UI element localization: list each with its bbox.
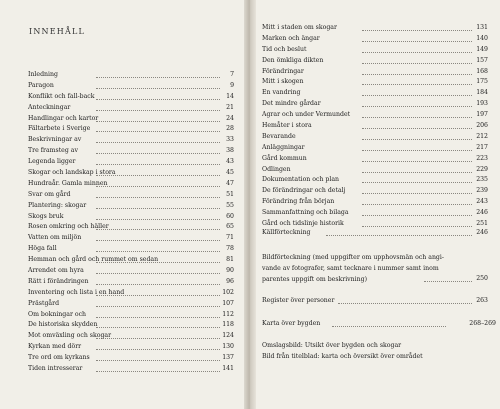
sources-title: Källförteckning bbox=[262, 229, 311, 236]
dot-leader bbox=[332, 319, 446, 327]
toc-entry bbox=[262, 208, 488, 219]
dot-leader bbox=[362, 132, 472, 140]
dot-leader bbox=[96, 103, 220, 111]
toc-entry bbox=[262, 34, 488, 45]
toc-entry-title: Mot omväxling och skogar bbox=[28, 332, 112, 340]
toc-entry-title: Paragon bbox=[28, 81, 54, 89]
toc-entry-title: Anteckningar bbox=[28, 103, 71, 111]
toc-entry bbox=[262, 45, 488, 56]
dot-leader bbox=[96, 124, 220, 132]
toc-entry-page: 223 bbox=[476, 154, 488, 162]
toc-entry-title: Legenda ligger bbox=[28, 158, 76, 166]
toc-entry bbox=[262, 56, 488, 67]
toc-entry-page: 65 bbox=[226, 223, 234, 231]
dot-leader bbox=[362, 34, 472, 42]
toc-entry bbox=[28, 114, 234, 125]
dot-leader bbox=[338, 296, 472, 304]
dot-leader bbox=[96, 353, 220, 361]
toc-entry-page: 217 bbox=[476, 143, 488, 151]
toc-entry-title: Inledning bbox=[28, 71, 58, 78]
toc-entry-title: Hemåter i stora bbox=[262, 122, 312, 130]
dot-leader bbox=[362, 208, 472, 216]
toc-heading: INNEHÅLL bbox=[29, 27, 85, 36]
toc-entry bbox=[262, 88, 488, 99]
toc-entry-page: 45 bbox=[226, 169, 234, 177]
dot-leader bbox=[362, 67, 472, 75]
toc-entry-page: 24 bbox=[226, 114, 234, 122]
toc-entry-page: 239 bbox=[476, 187, 488, 195]
toc-entry-page: 243 bbox=[476, 198, 488, 206]
toc-entry bbox=[28, 92, 234, 103]
toc-entry-title: Vatten om miljön bbox=[28, 234, 82, 242]
dot-leader bbox=[326, 228, 472, 236]
toc-entry-page: 71 bbox=[226, 234, 234, 242]
toc-entry bbox=[28, 201, 234, 212]
toc-entry-page: 184 bbox=[476, 89, 488, 97]
toc-entry bbox=[262, 154, 488, 165]
toc-entry bbox=[28, 288, 234, 299]
toc-entry-title: Det mindre gårdar bbox=[262, 100, 321, 108]
toc-entry bbox=[28, 266, 234, 277]
toc-entry-page: 9 bbox=[230, 81, 234, 89]
toc-entry bbox=[262, 23, 488, 34]
dot-leader bbox=[96, 114, 220, 122]
toc-entry-page: 251 bbox=[476, 220, 488, 228]
dot-leader bbox=[362, 143, 472, 151]
toc-entry-page: 47 bbox=[226, 179, 234, 187]
toc-entry-title: Tiden intresserar bbox=[28, 365, 83, 373]
toc-entry-page: 33 bbox=[226, 136, 234, 144]
toc-entry-title: Sammanfattning och bilaga bbox=[262, 209, 349, 217]
toc-entry-title: Tid och beslut bbox=[262, 45, 307, 53]
toc-entry bbox=[28, 364, 234, 375]
toc-entry bbox=[28, 222, 234, 233]
toc-entry-page: 14 bbox=[226, 92, 234, 100]
toc-entry-title: Om bokningar och bbox=[28, 310, 87, 318]
dot-leader bbox=[362, 154, 472, 162]
left-toc-list bbox=[28, 70, 234, 375]
toc-entry-page: 206 bbox=[476, 122, 488, 130]
toc-entry-title: Höga fall bbox=[28, 245, 57, 253]
toc-entry bbox=[28, 310, 234, 321]
dot-leader bbox=[96, 190, 220, 198]
dot-leader bbox=[96, 179, 220, 187]
dot-leader bbox=[362, 23, 472, 31]
dot-leader bbox=[362, 186, 472, 194]
toc-entry-page: 51 bbox=[226, 190, 234, 198]
toc-entry-title: Marken och ängar bbox=[262, 34, 320, 42]
toc-entry-page: 55 bbox=[226, 201, 234, 209]
dot-leader bbox=[362, 197, 472, 205]
toc-entry-title: Prästgård bbox=[28, 299, 60, 307]
dot-leader bbox=[362, 77, 472, 85]
toc-entry-title: Gård kommun bbox=[262, 154, 307, 162]
toc-entry-title: En vandring bbox=[262, 89, 301, 97]
toc-entry-title: De förändringar och detalj bbox=[262, 187, 346, 195]
toc-entry-title: Skogs bruk bbox=[28, 212, 64, 220]
toc-entry bbox=[28, 331, 234, 342]
toc-entry bbox=[28, 320, 234, 331]
toc-entry-page: 137 bbox=[222, 354, 234, 362]
toc-entry-page: 193 bbox=[476, 100, 488, 108]
dot-leader bbox=[96, 157, 220, 165]
cover-notes bbox=[262, 341, 488, 363]
dot-leader bbox=[96, 331, 220, 339]
toc-entry bbox=[28, 81, 234, 92]
left-page bbox=[0, 0, 244, 409]
toc-entry-title: Fältarbete i Sverige bbox=[28, 125, 91, 133]
dot-leader bbox=[362, 165, 472, 173]
toc-entry-page: 21 bbox=[226, 103, 234, 111]
toc-entry-page: 102 bbox=[222, 288, 234, 296]
dot-leader bbox=[424, 274, 472, 282]
toc-entry-title: Tre ord om kyrkans bbox=[28, 354, 90, 362]
illustrations-line-3: parentes uppgift om beskrivning) bbox=[262, 275, 367, 283]
toc-entry bbox=[262, 67, 488, 78]
dot-leader bbox=[96, 233, 220, 241]
toc-entry-page: 131 bbox=[476, 24, 488, 31]
toc-entry bbox=[28, 157, 234, 168]
toc-entry-page: 118 bbox=[222, 321, 234, 329]
dot-leader bbox=[362, 56, 472, 64]
toc-entry-page: 38 bbox=[226, 147, 234, 155]
toc-entry-title: Arrendet om hyra bbox=[28, 267, 84, 275]
book-gutter bbox=[244, 0, 256, 409]
dot-leader bbox=[96, 146, 220, 154]
dot-leader bbox=[96, 244, 220, 252]
dot-leader bbox=[96, 222, 220, 230]
dot-leader bbox=[96, 201, 220, 209]
toc-entry-page: 78 bbox=[226, 245, 234, 253]
dot-leader bbox=[96, 135, 220, 143]
toc-entry bbox=[28, 190, 234, 201]
toc-entry-title: Bevarande bbox=[262, 132, 296, 140]
register-page: 263 bbox=[476, 297, 488, 304]
right-toc-list bbox=[262, 23, 488, 230]
toc-entry-title: Mitt i skogen bbox=[262, 78, 304, 86]
toc-entry-page: 197 bbox=[476, 111, 488, 119]
toc-entry bbox=[28, 146, 234, 157]
toc-entry bbox=[28, 135, 234, 146]
toc-entry-title: Svar om gård bbox=[28, 190, 71, 198]
toc-entry bbox=[28, 70, 234, 81]
toc-entry-page: 229 bbox=[476, 165, 488, 173]
toc-entry-page: 112 bbox=[222, 310, 234, 318]
toc-entry-title: Kyrkan med dörr bbox=[28, 343, 82, 351]
dot-leader bbox=[96, 320, 220, 328]
toc-entry-title: Hemman och gård och rummet om sedan bbox=[28, 256, 159, 264]
illustrations-entry bbox=[262, 253, 488, 286]
toc-entry-title: Hundraår. Gamla minnen bbox=[28, 179, 108, 187]
toc-entry bbox=[28, 244, 234, 255]
toc-entry-title: Konflikt och fall-back bbox=[28, 92, 95, 100]
cover-note-line: Bild från titelblad: karta och översikt över området bbox=[262, 352, 423, 360]
toc-entry-page: 124 bbox=[222, 332, 234, 340]
toc-entry-title: De historiska skydden bbox=[28, 321, 98, 329]
toc-entry bbox=[28, 299, 234, 310]
toc-entry bbox=[28, 124, 234, 135]
toc-entry-page: 60 bbox=[226, 212, 234, 220]
toc-entry-title: Inventering och lista i en hand bbox=[28, 288, 125, 296]
toc-entry-title: Mitt i staden om skogar bbox=[262, 24, 337, 31]
dot-leader bbox=[96, 277, 220, 285]
toc-entry bbox=[262, 143, 488, 154]
dot-leader bbox=[96, 299, 220, 307]
toc-entry bbox=[262, 99, 488, 110]
toc-entry-page: 107 bbox=[222, 299, 234, 307]
right-page bbox=[256, 0, 500, 409]
toc-entry bbox=[28, 212, 234, 223]
toc-entry-page: 43 bbox=[226, 158, 234, 166]
toc-entry-page: 90 bbox=[226, 267, 234, 275]
toc-entry-title: Dokumentation och plan bbox=[262, 176, 340, 184]
illustrations-line-2: vande av fotografer, samt tecknare i nummer samt inom bbox=[262, 264, 439, 272]
toc-entry-title: Agrar och under Vermundet bbox=[262, 111, 351, 119]
dot-leader bbox=[96, 212, 220, 220]
toc-entry-title: Tre framsteg av bbox=[28, 147, 78, 155]
toc-entry bbox=[28, 179, 234, 190]
toc-entry-title: Den ömkliga dikten bbox=[262, 56, 324, 64]
toc-entry bbox=[28, 342, 234, 353]
toc-entry-page: 81 bbox=[226, 256, 234, 264]
toc-entry-page: 28 bbox=[226, 125, 234, 133]
toc-entry bbox=[28, 255, 234, 266]
sources-page: 246 bbox=[476, 229, 488, 236]
toc-entry bbox=[262, 77, 488, 88]
toc-entry-page: 130 bbox=[222, 343, 234, 351]
toc-entry-title: Rätt i förändringen bbox=[28, 277, 89, 285]
toc-entry-title: Förändring från början bbox=[262, 198, 335, 206]
dot-leader bbox=[96, 81, 220, 89]
toc-entry-page: 157 bbox=[476, 56, 488, 64]
toc-entry bbox=[28, 233, 234, 244]
map-entry bbox=[262, 319, 496, 330]
dot-leader bbox=[362, 121, 472, 129]
toc-entry-title: Gård och tidslinje historik bbox=[262, 220, 344, 228]
dot-leader bbox=[96, 92, 220, 100]
toc-entry-page: 235 bbox=[476, 176, 488, 184]
toc-entry bbox=[262, 165, 488, 176]
toc-entry bbox=[262, 197, 488, 208]
dot-leader bbox=[96, 342, 220, 350]
dot-leader bbox=[362, 88, 472, 96]
toc-entry-title: Odlingen bbox=[262, 165, 291, 173]
toc-entry-page: 140 bbox=[476, 34, 488, 42]
dot-leader bbox=[362, 99, 472, 107]
toc-entry bbox=[262, 121, 488, 132]
toc-entry bbox=[262, 186, 488, 197]
dot-leader bbox=[96, 70, 220, 78]
toc-entry-page: 141 bbox=[222, 365, 234, 373]
toc-entry-title: Plantering: skogar bbox=[28, 201, 87, 209]
toc-entry-title: Rosen omkring och häller bbox=[28, 223, 109, 231]
toc-entry-title: Skogar och landskap i stora bbox=[28, 169, 116, 177]
illustrations-page: 250 bbox=[476, 275, 488, 282]
dot-leader bbox=[362, 219, 472, 227]
toc-entry bbox=[262, 175, 488, 186]
toc-entry-page: 175 bbox=[476, 78, 488, 86]
toc-entry-title: Anläggningar bbox=[262, 143, 305, 151]
toc-entry-page: 149 bbox=[476, 45, 488, 53]
register-entry bbox=[262, 296, 488, 307]
dot-leader bbox=[96, 266, 220, 274]
toc-entry-page: 168 bbox=[476, 67, 488, 75]
map-title: Karta över bygden bbox=[262, 320, 321, 327]
dot-leader bbox=[96, 364, 220, 372]
toc-entry-title: Handlingar och kartor bbox=[28, 114, 99, 122]
dot-leader bbox=[362, 45, 472, 53]
toc-entry bbox=[28, 277, 234, 288]
toc-entry-page: 212 bbox=[476, 132, 488, 140]
toc-entry bbox=[28, 168, 234, 179]
toc-entry-page: 96 bbox=[226, 277, 234, 285]
toc-entry bbox=[28, 103, 234, 114]
toc-entry-title: Förändringar bbox=[262, 67, 304, 75]
register-title: Register över personer bbox=[262, 297, 335, 304]
toc-entry-page: 246 bbox=[476, 209, 488, 217]
sources-entry bbox=[262, 228, 488, 239]
toc-entry bbox=[262, 132, 488, 143]
dot-leader bbox=[362, 110, 472, 118]
toc-entry-page: 7 bbox=[230, 71, 234, 78]
toc-entry-title: Beskrivningar av bbox=[28, 136, 82, 144]
dot-leader bbox=[362, 175, 472, 183]
illustrations-line-1: Bildförteckning (med uppgifter om upphovsmän och angi- bbox=[262, 254, 444, 261]
dot-leader bbox=[96, 310, 220, 318]
cover-note-line: Omslagsbild: Utsikt över bygden och skogar bbox=[262, 342, 402, 349]
toc-entry bbox=[262, 110, 488, 121]
map-page: 268–269 bbox=[469, 320, 496, 327]
toc-entry bbox=[28, 353, 234, 364]
